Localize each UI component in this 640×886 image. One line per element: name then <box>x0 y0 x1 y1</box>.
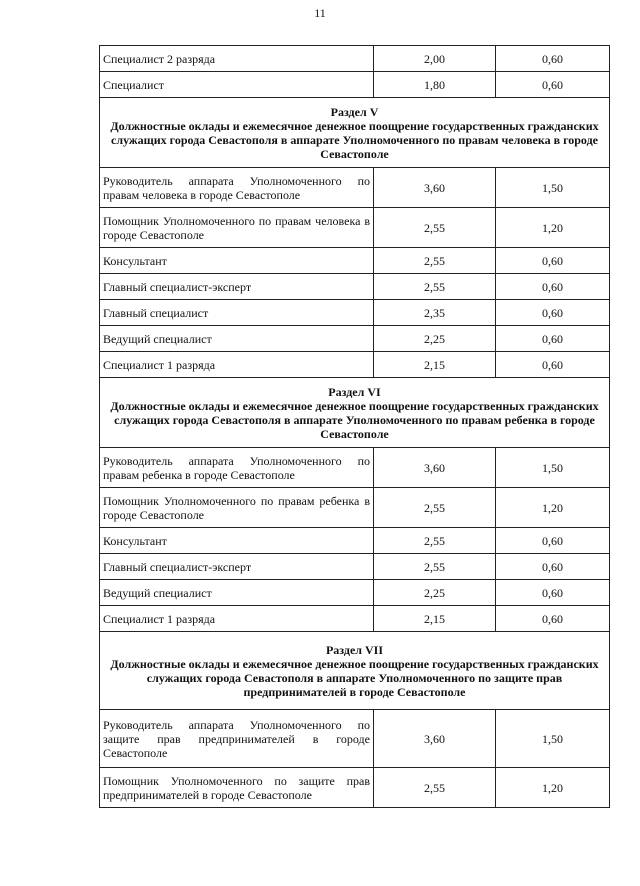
section-heading: Раздел VII <box>325 642 384 657</box>
table-row <box>100 768 610 808</box>
table-row <box>100 300 610 326</box>
bonus-coefficient: 1,20 <box>496 768 610 808</box>
bonus-coefficient: 0,60 <box>496 352 610 378</box>
table-row <box>100 606 610 632</box>
section-title: Должностные оклады и ежемесячное денежное поощрение государственных гражданских служащих города Севастополя в аппарате Уполномоченного по правам человека в городе Севастополе <box>110 118 599 161</box>
salary-coefficient: 2,25 <box>374 326 496 352</box>
salary-coefficient: 2,55 <box>374 208 496 248</box>
table-row <box>100 448 610 488</box>
position-name: Главный специалист-эксперт <box>100 274 374 300</box>
section-header-cell <box>100 98 610 168</box>
table-row <box>100 528 610 554</box>
bonus-coefficient: 0,60 <box>496 606 610 632</box>
bonus-coefficient: 1,50 <box>496 168 610 208</box>
salary-coefficient: 2,55 <box>374 274 496 300</box>
section-title: Должностные оклады и ежемесячное денежное поощрение государственных гражданских служащих города Севастополя в аппарате Уполномоченного по правам ребенка в городе Севастополе <box>110 398 599 441</box>
position-name: Помощник Уполномоченного по правам ребенка в городе Севастополе <box>100 488 374 528</box>
salary-coefficient: 2,55 <box>374 768 496 808</box>
position-name: Помощник Уполномоченного по правам человека в городе Севастополе <box>100 208 374 248</box>
salary-coefficient: 2,55 <box>374 248 496 274</box>
position-name: Руководитель аппарата Уполномоченного по правам человека в городе Севастополе <box>100 168 374 208</box>
position-name: Помощник Уполномоченного по защите прав предпринимателей в городе Севастополе <box>100 768 374 808</box>
bonus-coefficient: 1,20 <box>496 208 610 248</box>
section-heading: Раздел VI <box>328 384 381 399</box>
salary-coefficient: 2,35 <box>374 300 496 326</box>
salary-coefficient: 1,80 <box>374 72 496 98</box>
table-row <box>100 72 610 98</box>
salary-coefficient: 2,55 <box>374 554 496 580</box>
position-name: Руководитель аппарата Уполномоченного по защите прав предпринимателей в городе Севастополе <box>100 710 374 768</box>
salary-coefficient: 3,60 <box>374 168 496 208</box>
bonus-coefficient: 1,20 <box>496 488 610 528</box>
position-name: Специалист <box>100 72 374 98</box>
position-name: Специалист 1 разряда <box>100 352 374 378</box>
bonus-coefficient: 0,60 <box>496 274 610 300</box>
position-name: Главный специалист <box>100 300 374 326</box>
table-row <box>100 580 610 606</box>
salary-coefficient: 2,15 <box>374 606 496 632</box>
section-header-row <box>100 98 610 168</box>
bonus-coefficient: 1,50 <box>496 448 610 488</box>
bonus-coefficient: 0,60 <box>496 326 610 352</box>
table-row <box>100 46 610 72</box>
section-header-row <box>100 632 610 710</box>
position-name: Специалист 1 разряда <box>100 606 374 632</box>
bonus-coefficient: 0,60 <box>496 300 610 326</box>
salary-coefficient: 2,55 <box>374 488 496 528</box>
table-row <box>100 488 610 528</box>
table-row <box>100 554 610 580</box>
bonus-coefficient: 0,60 <box>496 554 610 580</box>
bonus-coefficient: 0,60 <box>496 72 610 98</box>
bonus-coefficient: 0,60 <box>496 46 610 72</box>
table-row <box>100 352 610 378</box>
salary-coefficient: 3,60 <box>374 710 496 768</box>
page-number: 11 <box>314 6 326 20</box>
bonus-coefficient: 1,50 <box>496 710 610 768</box>
table-row <box>100 168 610 208</box>
salary-table <box>99 45 610 808</box>
position-name: Ведущий специалист <box>100 580 374 606</box>
section-header-cell <box>100 632 610 710</box>
table-row <box>100 326 610 352</box>
position-name: Главный специалист-эксперт <box>100 554 374 580</box>
section-heading: Раздел V <box>330 104 379 119</box>
salary-coefficient: 2,00 <box>374 46 496 72</box>
table-body <box>100 46 610 808</box>
position-name: Консультант <box>100 248 374 274</box>
bonus-coefficient: 0,60 <box>496 528 610 554</box>
bonus-coefficient: 0,60 <box>496 580 610 606</box>
table-row <box>100 274 610 300</box>
salary-coefficient: 2,15 <box>374 352 496 378</box>
bonus-coefficient: 0,60 <box>496 248 610 274</box>
section-header-cell <box>100 378 610 448</box>
position-name: Консультант <box>100 528 374 554</box>
table-row <box>100 208 610 248</box>
salary-coefficient: 2,55 <box>374 528 496 554</box>
section-title: Должностные оклады и ежемесячное денежное поощрение государственных гражданских служащих города Севастополя в аппарате Уполномоченного по защите прав предпринимателей в городе Севастополе <box>110 656 599 699</box>
salary-coefficient: 3,60 <box>374 448 496 488</box>
table-row <box>100 248 610 274</box>
table-row <box>100 710 610 768</box>
salary-coefficient: 2,25 <box>374 580 496 606</box>
position-name: Специалист 2 разряда <box>100 46 374 72</box>
position-name: Руководитель аппарата Уполномоченного по правам ребенка в городе Севастополе <box>100 448 374 488</box>
position-name: Ведущий специалист <box>100 326 374 352</box>
section-header-row <box>100 378 610 448</box>
